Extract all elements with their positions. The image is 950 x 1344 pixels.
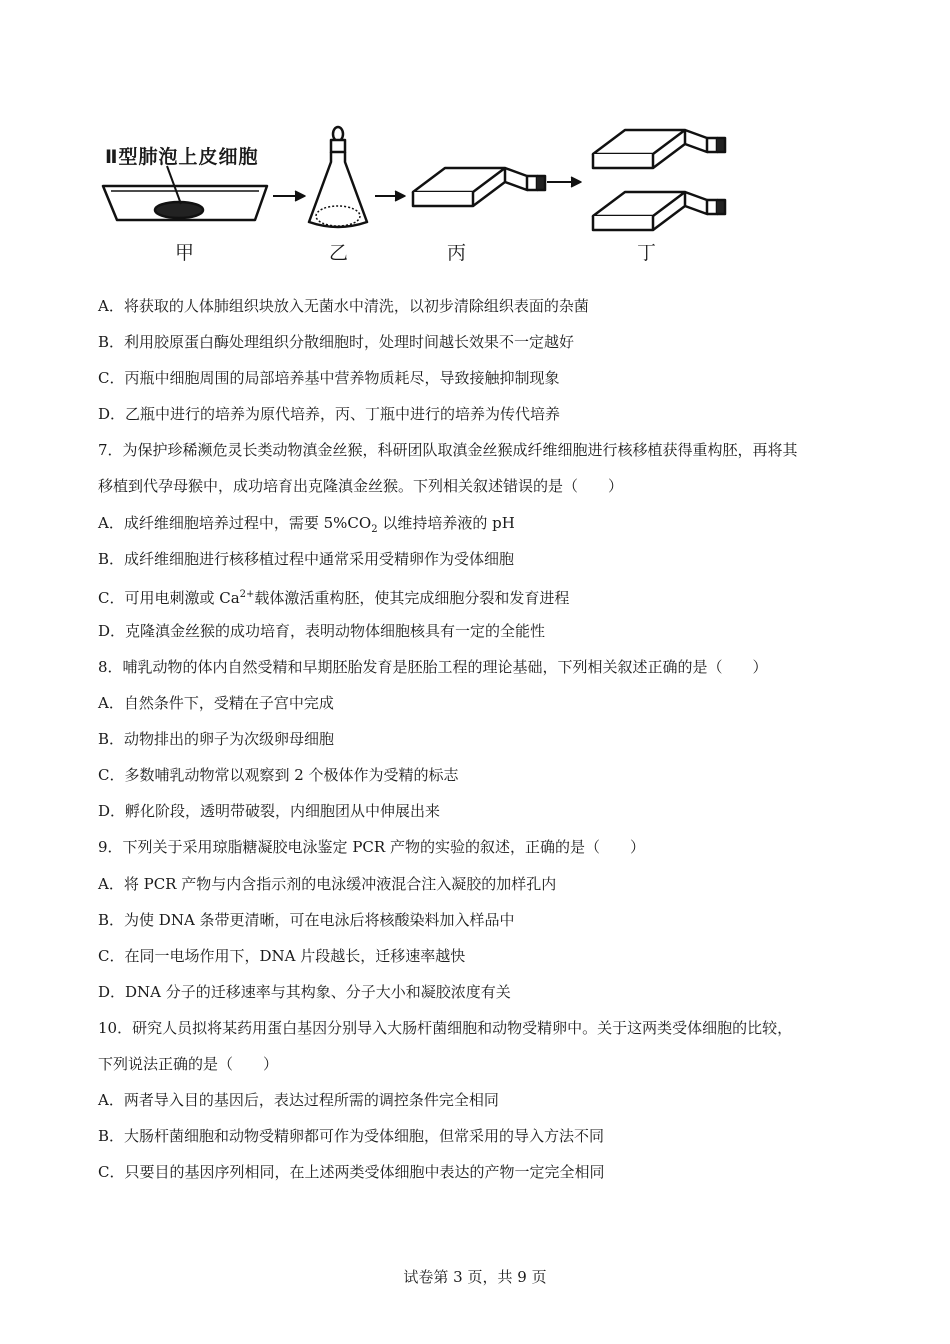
superscript: 2+ (239, 588, 255, 600)
figure-label-ding: 丁 (637, 242, 657, 264)
line-text: C．丙瓶中细胞周围的局部培养基中营养物质耗尽，导致接触抑制现象 (98, 369, 560, 388)
text-line (98, 324, 858, 360)
petri-dish-icon (103, 166, 267, 220)
line-text: D．孵化阶段，透明带破裂，内细胞团从中伸展出来 (98, 802, 441, 821)
line-text: B．利用胶原蛋白酶处理组织分散细胞时，处理时间越长效果不一定越好 (98, 333, 575, 352)
line-text: B．为使 DNA 条带更清晰，可在电泳后将核酸染料加入样品中 (98, 910, 515, 929)
figure-label-bing: 丙 (447, 242, 467, 264)
text-line (98, 541, 858, 577)
line-text: B．动物排出的卵子为次级卵母细胞 (98, 730, 335, 749)
conical-flask-icon (309, 127, 367, 227)
line-text: A．两者导入目的基因后，表达过程所需的调控条件完全相同 (98, 1091, 499, 1110)
line-text: 7．为保护珍稀濒危灵长类动物滇金丝猴，科研团队取滇金丝猴成纤维细胞进行核移植获得重构胚，再将其 (98, 441, 798, 460)
text-line (98, 1082, 858, 1118)
line-text: C．多数哺乳动物常以观察到 2 个极体作为受精的标志 (98, 766, 459, 785)
arrow-icon (547, 177, 581, 187)
text-line (98, 721, 858, 757)
line-text: D．克隆滇金丝猴的成功培育，表明动物体细胞核具有一定的全能性 (98, 621, 546, 640)
line-text: 移植到代孕母猴中，成功培育出克隆滇金丝猴。下列相关叙述错误的是（ ） (98, 477, 624, 496)
text-line (98, 829, 858, 865)
text-line (98, 1118, 858, 1154)
text-line (98, 1154, 858, 1190)
question-text (98, 288, 858, 1190)
figure-label-yi: 乙 (329, 242, 349, 264)
line-text: 8．哺乳动物的体内自然受精和早期胚胎发育是胚胎工程的理论基础，下列相关叙述正确的是（ ） (98, 657, 768, 676)
arrow-icon (375, 191, 405, 201)
line-text: A．自然条件下，受精在子宫中完成 (98, 694, 334, 713)
text-line (98, 505, 858, 541)
text-line (98, 866, 858, 902)
line-text: B．成纤维细胞进行核移植过程中通常采用受精卵作为受体细胞 (98, 549, 515, 568)
text-line (98, 577, 858, 613)
text-line (98, 432, 858, 468)
text-line (98, 396, 858, 432)
line-text: D．乙瓶中进行的培养为原代培养，丙、丁瓶中进行的培养为传代培养 (98, 405, 561, 424)
text-line (98, 360, 858, 396)
text-line (98, 1010, 858, 1046)
text-line (98, 468, 858, 504)
line-text: B．大肠杆菌细胞和动物受精卵都可作为受体细胞，但常采用的导入方法不同 (98, 1127, 605, 1146)
line-text-suffix: 以维持培养液的 pH (377, 513, 515, 532)
line-text: 下列说法正确的是（ ） (98, 1054, 279, 1073)
line-text: C．可用电刺激或 Ca (98, 588, 240, 607)
figure-title: Ⅱ型肺泡上皮细胞 (105, 146, 259, 168)
line-text-suffix: 载体激活重构胚，使其完成细胞分裂和发育进程 (254, 588, 570, 607)
line-text: A．成纤维细胞培养过程中，需要 5%CO (98, 513, 372, 532)
text-line (98, 685, 858, 721)
text-line (98, 793, 858, 829)
line-text: 9．下列关于采用琼脂糖凝胶电泳鉴定 PCR 产物的实验的叙述，正确的是（ ） (98, 838, 645, 857)
page-footer: 试卷第 3 页，共 9 页 (403, 1268, 547, 1286)
subscript: 2 (371, 523, 378, 535)
text-line (98, 649, 858, 685)
text-line (98, 902, 858, 938)
arrow-icon (273, 191, 305, 201)
line-text: 10．研究人员拟将某药用蛋白基因分别导入大肠杆菌细胞和动物受精卵中。关于这两类受体细胞的比较， (98, 1018, 793, 1037)
text-line (98, 288, 858, 324)
line-text: A．将获取的人体肺组织块放入无菌水中清洗，以初步清除组织表面的杂菌 (98, 297, 589, 315)
culture-flask-icon (413, 168, 545, 206)
figure-label-jia: 甲 (175, 242, 195, 264)
culture-flask-icon (593, 192, 725, 230)
text-line (98, 974, 858, 1010)
text-line (98, 938, 858, 974)
text-line (98, 613, 858, 649)
culture-process-figure (95, 118, 755, 268)
text-line (98, 1046, 858, 1082)
line-text: D．DNA 分子的迁移速率与其构象、分子大小和凝胶浓度有关 (98, 982, 511, 1001)
line-text: C．在同一电场作用下，DNA 片段越长，迁移速率越快 (98, 946, 466, 965)
line-text: A．将 PCR 产物与内含指示剂的电泳缓冲液混合注入凝胶的加样孔内 (98, 874, 557, 893)
text-line (98, 757, 858, 793)
culture-flask-icon (593, 130, 725, 168)
line-text: C．只要目的基因序列相同，在上述两类受体细胞中表达的产物一定完全相同 (98, 1163, 605, 1182)
